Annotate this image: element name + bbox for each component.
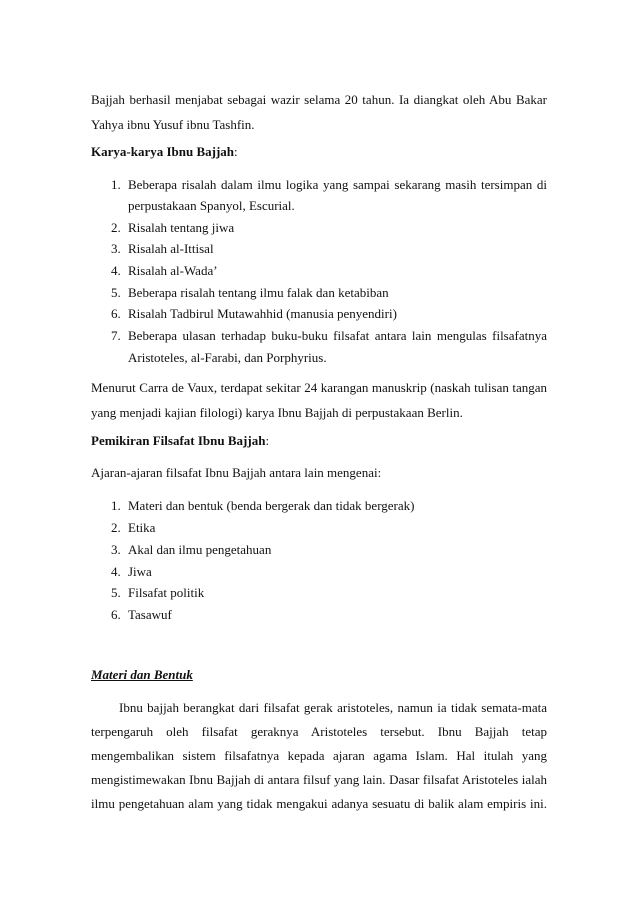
karya-list-item <box>111 220 234 236</box>
ajaran-list-item <box>111 498 414 514</box>
karya-list-item <box>111 241 214 257</box>
list-number: 6. <box>111 306 121 321</box>
list-text: Beberapa risalah dalam ilmu logika yang sampai sekarang masih tersimpan di <box>128 177 547 192</box>
ajaran-list-item <box>111 607 172 623</box>
list-text: Akal dan ilmu pengetahuan <box>128 542 272 557</box>
list-number: 5. <box>111 285 121 300</box>
karya-list-item <box>111 328 547 344</box>
list-text: Tasawuf <box>128 607 172 622</box>
pemikiran-heading-text: Pemikiran Filsafat Ibnu Bajjah <box>91 433 266 448</box>
list-number: 6. <box>111 607 121 622</box>
karya-heading-colon: : <box>234 144 238 159</box>
pemikiran-heading <box>91 433 269 449</box>
list-number: 2. <box>111 520 121 535</box>
list-number: 1. <box>111 177 121 192</box>
list-text: Jiwa <box>128 564 152 579</box>
list-number: 1. <box>111 498 121 513</box>
karya-heading-text: Karya-karya Ibnu Bajjah <box>91 144 235 159</box>
list-text: Beberapa ulasan terhadap buku-buku filsafat antara lain mengulas filsafatnya <box>128 328 547 343</box>
ajaran-list-item <box>111 542 271 558</box>
list-text: Risalah Tadbirul Mutawahhid (manusia penyendiri) <box>128 306 397 321</box>
list-number: 5. <box>111 585 121 600</box>
list-number: 3. <box>111 241 121 256</box>
paragraph-intro-line-2: Yahya ibnu Yusuf ibnu Tashfin. <box>91 117 255 132</box>
paragraph-materi-line-5: ilmu pengetahuan alam yang tidak mengakui adanya sesuatu di balik alam empiris ini. <box>91 796 547 811</box>
karya-list-item-continuation: Aristoteles, al-Farabi, dan Porphyrius. <box>128 350 327 365</box>
list-number: 3. <box>111 542 121 557</box>
list-text: Filsafat politik <box>128 585 205 600</box>
ajaran-list-item <box>111 520 155 536</box>
paragraph-materi-line-1: Ibnu bajjah berangkat dari filsafat gerak aristoteles, namun ia tidak semata-mata <box>119 700 547 715</box>
paragraph-intro-line-1: Bajjah berhasil menjabat sebagai wazir selama 20 tahun. Ia diangkat oleh Abu Bakar <box>91 92 547 107</box>
paragraph-materi-line-2: terpengaruh oleh filsafat geraknya Aristoteles tersebut. Ibnu Bajjah tetap <box>91 724 547 739</box>
list-text: Beberapa risalah tentang ilmu falak dan ketabiban <box>128 285 389 300</box>
list-number: 4. <box>111 564 121 579</box>
paragraph-materi-line-4: mengistimewakan Ibnu Bajjah di antara filsuf yang lain. Dasar filsafat Aristoteles ialah <box>91 772 547 787</box>
list-text: Risalah al-Wada’ <box>128 263 218 278</box>
paragraph-materi-line-3: mengembalikan sistem filsafatnya kepada ajaran agama Islam. Hal itulah yang <box>91 748 547 763</box>
paragraph-carra-line-2: yang menjadi kajian filologi) karya Ibnu Bajjah di perpustakaan Berlin. <box>91 405 463 420</box>
karya-heading <box>91 144 238 160</box>
ajaran-list-item <box>111 564 152 580</box>
list-text: Etika <box>128 520 156 535</box>
paragraph-carra-line-1: Menurut Carra de Vaux, terdapat sekitar 24 karangan manuskrip (naskah tulisan tangan <box>91 380 547 395</box>
paragraph-ajaran-line-1: Ajaran-ajaran filsafat Ibnu Bajjah antara lain mengenai: <box>91 465 382 480</box>
pemikiran-heading-colon: : <box>265 433 270 448</box>
list-number: 2. <box>111 220 121 235</box>
karya-list-item <box>111 306 397 322</box>
list-number: 7. <box>111 328 121 343</box>
list-text: Risalah tentang jiwa <box>128 220 235 235</box>
ajaran-list-item <box>111 585 204 601</box>
karya-list-item <box>111 177 547 193</box>
list-number: 4. <box>111 263 121 278</box>
list-text: Materi dan bentuk (benda bergerak dan tidak bergerak) <box>128 498 415 513</box>
materi-heading: Materi dan Bentuk <box>91 667 193 682</box>
karya-list-item <box>111 263 218 279</box>
karya-list-item-continuation: perpustakaan Spanyol, Escurial. <box>128 198 295 213</box>
list-text: Risalah al-Ittisal <box>128 241 214 256</box>
karya-list-item <box>111 285 389 301</box>
